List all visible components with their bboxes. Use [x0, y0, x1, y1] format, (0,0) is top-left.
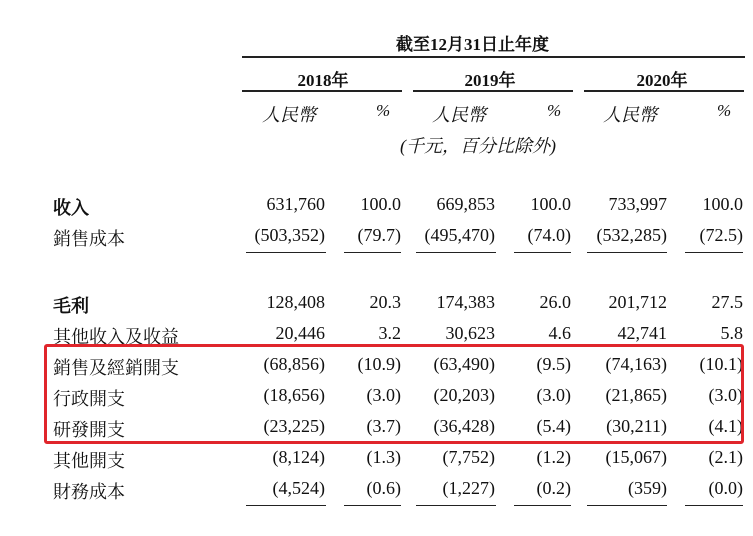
cell-2019-pct: 4.6: [548, 323, 571, 343]
cell-2020-pct: (3.0): [708, 385, 743, 405]
cell-2019-pct: 26.0: [539, 292, 571, 312]
subtotal-rule: [514, 252, 571, 253]
percent-label-2020: %: [717, 101, 732, 120]
row-label: 研發開支: [53, 420, 125, 440]
unit-note: (千元，百分比除外): [400, 136, 556, 156]
row-label: 收入: [53, 198, 89, 218]
year-2020-heading: 2020年: [636, 71, 688, 90]
cell-2018-amount: 631,760: [266, 194, 325, 214]
year-2020-rule: [584, 90, 744, 92]
cell-2018-pct: (0.6): [366, 478, 401, 498]
bottom-rule: [344, 505, 401, 506]
row-label: 財務成本: [53, 482, 125, 502]
cell-2018-pct: 100.0: [360, 194, 401, 214]
row-label: 銷售成本: [53, 229, 125, 249]
cell-2018-pct: (3.7): [366, 416, 401, 436]
row-label: 其他開支: [53, 451, 125, 471]
bottom-rule: [587, 505, 667, 506]
cell-2018-pct: (3.0): [366, 385, 401, 405]
bottom-rule: [246, 505, 326, 506]
cell-2019-pct: (0.2): [536, 478, 571, 498]
cell-2019-amount: (20,203): [433, 385, 495, 405]
cell-2018-amount: (68,856): [263, 354, 325, 374]
cell-2019-amount: 30,623: [445, 323, 495, 343]
cell-2019-pct: 100.0: [530, 194, 571, 214]
cell-2020-pct: (10.1): [699, 354, 743, 374]
cell-2020-pct: (4.1): [708, 416, 743, 436]
percent-label-2019: %: [547, 101, 562, 120]
period-rule: [242, 56, 745, 58]
cell-2020-pct: 27.5: [711, 292, 743, 312]
cell-2018-amount: 20,446: [275, 323, 325, 343]
year-2018-rule: [242, 90, 402, 92]
currency-label-2019: 人民幣: [432, 105, 486, 125]
cell-2019-pct: (5.4): [536, 416, 571, 436]
highlight-box: [44, 344, 744, 444]
cell-2020-pct: 5.8: [720, 323, 743, 343]
cell-2018-amount: (23,225): [263, 416, 325, 436]
subtotal-rule: [344, 252, 401, 253]
subtotal-rule: [246, 252, 326, 253]
cell-2019-pct: (9.5): [536, 354, 571, 374]
cell-2020-pct: (0.0): [708, 478, 743, 498]
cell-2019-amount: (1,227): [442, 478, 495, 498]
bottom-rule: [514, 505, 571, 506]
cell-2018-amount: 128,408: [266, 292, 325, 312]
cell-2019-amount: (7,752): [442, 447, 495, 467]
cell-2020-amount: (30,211): [606, 416, 667, 436]
cell-2018-amount: (503,352): [254, 225, 325, 245]
row-label: 行政開支: [53, 389, 125, 409]
row-label: 毛利: [53, 296, 89, 316]
cell-2020-amount: (532,285): [596, 225, 667, 245]
year-2019-rule: [413, 90, 573, 92]
cell-2019-pct: (1.2): [536, 447, 571, 467]
cell-2019-amount: (495,470): [424, 225, 495, 245]
cell-2018-pct: (79.7): [357, 225, 401, 245]
cell-2019-pct: (74.0): [527, 225, 571, 245]
subtotal-rule: [416, 252, 496, 253]
table-row-finance-costs: [0, 475, 753, 505]
cell-2020-amount: (15,067): [605, 447, 667, 467]
bottom-rule: [685, 505, 743, 506]
year-2019-heading: 2019年: [464, 71, 516, 90]
cell-2018-pct: 20.3: [369, 292, 401, 312]
table-row-cost-of-sales: [0, 222, 753, 252]
cell-2019-amount: 174,383: [436, 292, 495, 312]
cell-2018-pct: 3.2: [378, 323, 401, 343]
cell-2019-pct: (3.0): [536, 385, 571, 405]
cell-2018-pct: (1.3): [366, 447, 401, 467]
year-2018-heading: 2018年: [297, 71, 349, 90]
cell-2020-amount: 201,712: [608, 292, 667, 312]
cell-2018-amount: (18,656): [263, 385, 325, 405]
cell-2020-amount: (359): [628, 478, 667, 498]
cell-2020-amount: (21,865): [605, 385, 667, 405]
cell-2019-amount: 669,853: [436, 194, 495, 214]
cell-2020-amount: (74,163): [605, 354, 667, 374]
table-row-gross-profit: [0, 289, 753, 319]
currency-label-2018: 人民幣: [262, 105, 316, 125]
table-row-other-expenses: [0, 444, 753, 474]
cell-2020-amount: 733,997: [608, 194, 667, 214]
cell-2019-amount: (36,428): [433, 416, 495, 436]
subtotal-rule: [685, 252, 743, 253]
cell-2020-amount: 42,741: [617, 323, 667, 343]
cell-2020-pct: (2.1): [708, 447, 743, 467]
cell-2018-pct: (10.9): [357, 354, 401, 374]
period-heading: 截至12月31日止年度: [396, 35, 549, 54]
cell-2020-pct: 100.0: [702, 194, 743, 214]
bottom-rule: [416, 505, 496, 506]
cell-2019-amount: (63,490): [433, 354, 495, 374]
row-label: 其他收入及收益: [53, 327, 179, 347]
cell-2018-amount: (4,524): [272, 478, 325, 498]
subtotal-rule: [587, 252, 667, 253]
percent-label-2018: %: [376, 101, 391, 120]
row-label: 銷售及經銷開支: [53, 358, 179, 378]
cell-2018-amount: (8,124): [272, 447, 325, 467]
cell-2020-pct: (72.5): [699, 225, 743, 245]
table-row-revenue: [0, 191, 753, 221]
currency-label-2020: 人民幣: [603, 105, 657, 125]
